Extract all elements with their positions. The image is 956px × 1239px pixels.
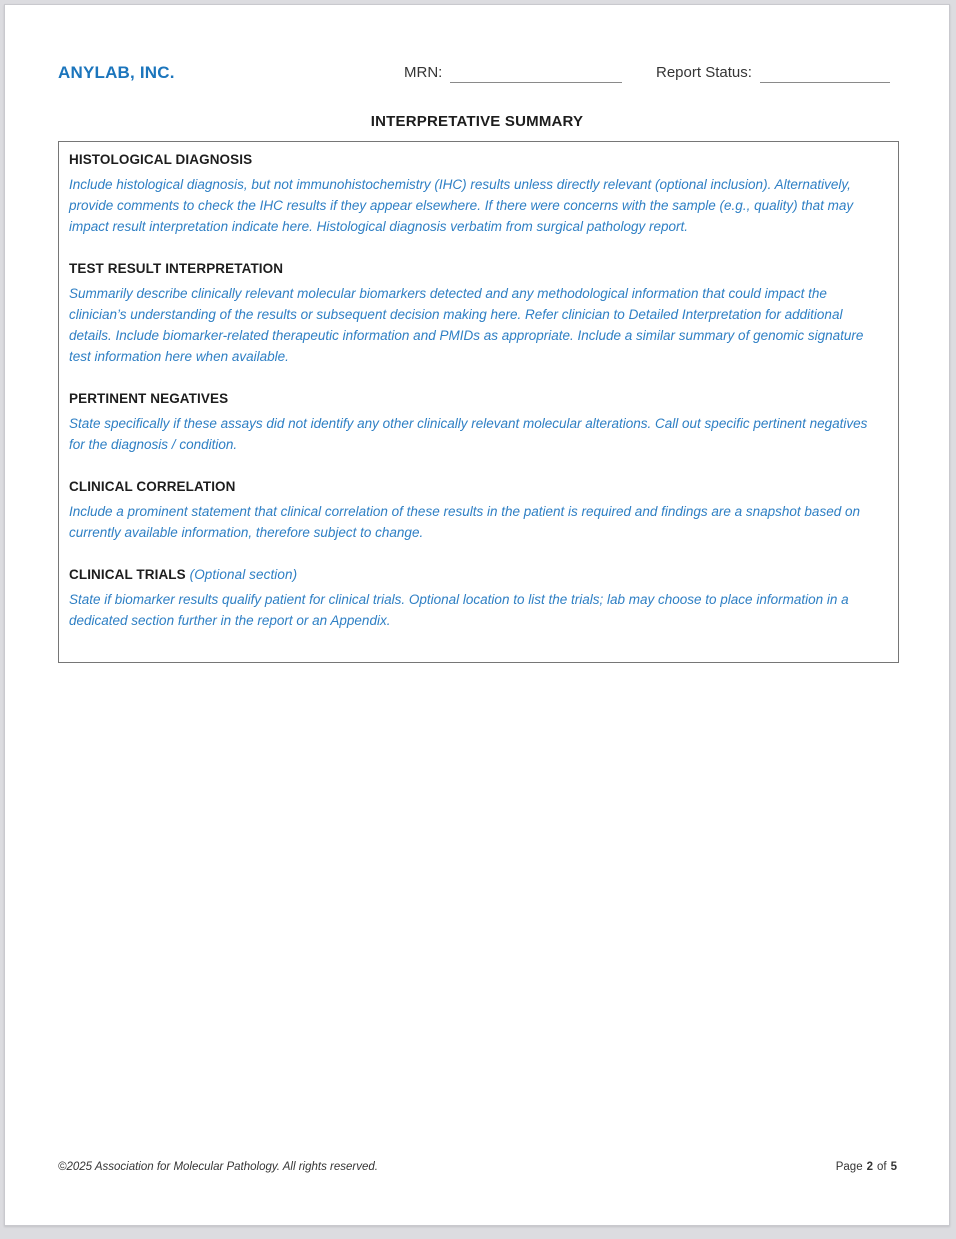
report-status-input-line[interactable] — [760, 64, 890, 83]
mrn-field-group — [404, 63, 622, 83]
page-word: Page — [835, 1161, 863, 1173]
section-body: State if biomarker results qualify patient for clinical trials. Optional location to list the trials; lab may choose to place information in a dedicated section further in the report or an Appendix. — [69, 592, 849, 628]
section-heading — [69, 479, 886, 494]
report-status-label: Report Status: — [656, 64, 752, 81]
report-status-field-group — [656, 63, 890, 83]
mrn-label: MRN: — [404, 64, 443, 81]
section-heading-text: CLINICAL CORRELATION — [69, 479, 236, 494]
section-body: Include a prominent statement that clinical correlation of these results in the patient is required and findings are a snapshot based on currently available information, therefore subject to change. — [69, 504, 860, 540]
section-body: State specifically if these assays did not identify any other clinically relevant molecular alterations. Call out specific pertinent negatives for the diagnosis / condition. — [69, 416, 868, 452]
section-heading-suffix: (Optional section) — [189, 567, 298, 582]
report-page — [4, 4, 950, 1226]
section-heading — [69, 567, 886, 582]
current-page-number: 2 — [866, 1161, 873, 1173]
section-clinical-trials — [69, 567, 886, 631]
section-heading — [69, 391, 886, 406]
lab-name: ANYLAB, INC. — [58, 63, 175, 82]
section-heading-text: PERTINENT NEGATIVES — [69, 391, 229, 406]
page-number-indicator — [836, 1161, 897, 1173]
total-page-number: 5 — [890, 1161, 897, 1173]
mrn-input-line[interactable] — [450, 64, 622, 83]
section-body: Summarily describe clinically relevant molecular biomarkers detected and any methodological information that could impact the clinician’s understanding of the results or subsequent decision making here. Refer clinician to Detailed Interpretation for additional details. Include biomarker-related therapeutic information and PMIDs as appropriate. Include a similar summary of genomic signature test information here when available. — [69, 286, 864, 364]
interpretative-summary-box — [58, 141, 899, 663]
section-heading-text: CLINICAL TRIALS — [69, 567, 186, 582]
section-clinical-correlation — [69, 479, 886, 543]
section-heading-text: TEST RESULT INTERPRETATION — [69, 261, 284, 276]
page-title: INTERPRETATIVE SUMMARY — [370, 113, 584, 130]
section-test-result-interpretation — [69, 261, 886, 367]
section-body: Include histological diagnosis, but not immunohistochemistry (IHC) results unless directly relevant (optional inclusion). Alternatively, provide comments to check the IHC results if they appear elsewhere. If there were concerns with the sample (e.g., quality) that may impact result interpretation indicate here. Histological diagnosis verbatim from surgical pathology report. — [69, 177, 854, 234]
section-heading — [69, 261, 886, 276]
section-heading-text: HISTOLOGICAL DIAGNOSIS — [69, 152, 253, 167]
copyright-notice: ©2025 Association for Molecular Pathology. All rights reserved. — [58, 1161, 378, 1173]
of-word: of — [877, 1161, 887, 1173]
section-pertinent-negatives — [69, 391, 886, 455]
section-histological-diagnosis — [69, 152, 886, 237]
section-heading — [69, 152, 886, 167]
